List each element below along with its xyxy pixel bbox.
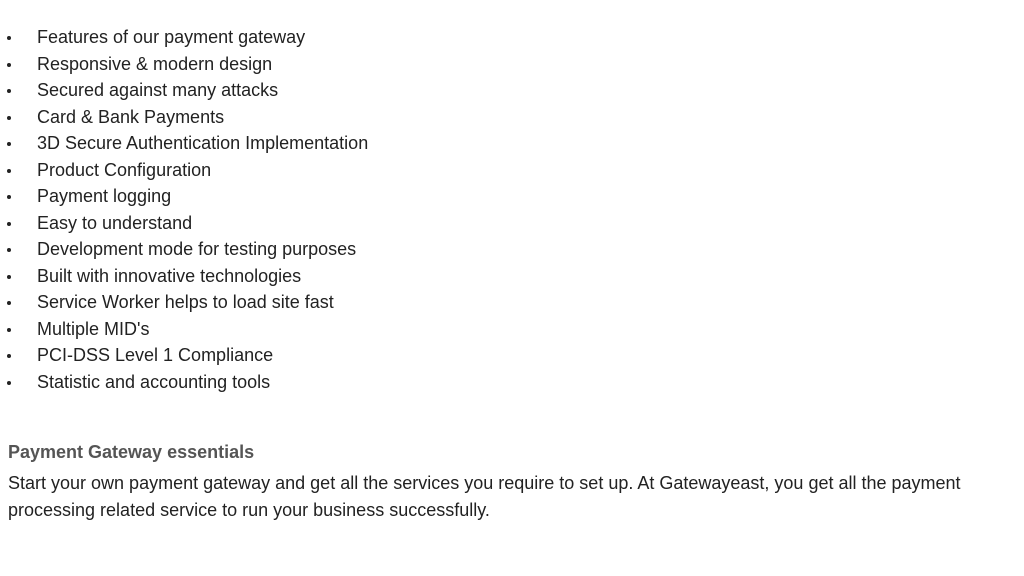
bullet-icon bbox=[7, 36, 11, 40]
bullet-icon bbox=[7, 275, 11, 279]
list-item bbox=[0, 289, 368, 316]
list-item-label: Service Worker helps to load site fast bbox=[37, 292, 334, 312]
list-item-label: Easy to understand bbox=[37, 212, 193, 233]
bullet-icon bbox=[7, 169, 11, 173]
bullet-icon bbox=[7, 89, 11, 93]
list-item-label: Development mode for testing purposes bbox=[37, 239, 357, 259]
bullet-icon bbox=[7, 222, 11, 226]
list-item-label: Responsive & modern design bbox=[37, 53, 273, 74]
list-item bbox=[0, 157, 368, 184]
bullet-icon bbox=[7, 381, 11, 385]
list-item bbox=[0, 104, 368, 131]
list-item-label: Secured against many attacks bbox=[37, 80, 279, 100]
list-item-label: PCI-DSS Level 1 Compliance bbox=[37, 345, 274, 365]
bullet-icon bbox=[7, 63, 11, 67]
list-item bbox=[0, 210, 368, 237]
list-item-label: 3D Secure Authentication Implementation bbox=[37, 133, 369, 153]
section-paragraph: Start your own payment gateway and get all the services you require to set up. At Gatewayeast, you get all the payment processing related service to run your business successfully. bbox=[8, 473, 961, 520]
list-item bbox=[0, 236, 368, 263]
list-item bbox=[0, 183, 368, 210]
list-item bbox=[0, 263, 368, 290]
bullet-icon bbox=[7, 248, 11, 252]
bullet-icon bbox=[7, 328, 11, 332]
list-item-label: Product Configuration bbox=[37, 159, 212, 180]
feature-list bbox=[0, 24, 368, 395]
bullet-icon bbox=[7, 116, 11, 120]
bullet-icon bbox=[7, 301, 11, 305]
bullet-icon bbox=[7, 354, 11, 358]
bullet-icon bbox=[7, 142, 11, 146]
list-item bbox=[0, 51, 368, 78]
list-item-label: Card & Bank Payments bbox=[37, 106, 225, 127]
section-heading: Payment Gateway essentials bbox=[8, 442, 255, 462]
list-item bbox=[0, 77, 368, 104]
list-item-label: Payment logging bbox=[37, 186, 172, 206]
list-item bbox=[0, 130, 368, 157]
bullet-icon bbox=[7, 195, 11, 199]
list-item bbox=[0, 369, 368, 396]
list-item-label: Features of our payment gateway bbox=[37, 27, 306, 47]
list-item bbox=[0, 24, 368, 51]
list-item bbox=[0, 316, 368, 343]
list-item bbox=[0, 342, 368, 369]
list-item-label: Built with innovative technologies bbox=[37, 265, 302, 286]
list-item-label: Multiple MID's bbox=[37, 318, 150, 339]
list-item-label: Statistic and accounting tools bbox=[37, 371, 271, 392]
